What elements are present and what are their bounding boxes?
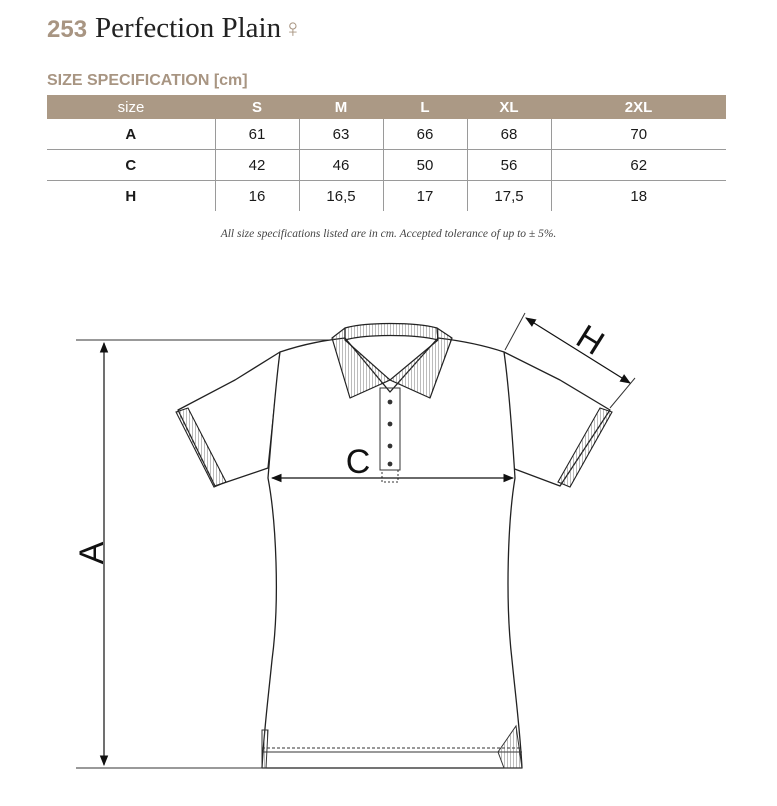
row-label: A: [47, 119, 215, 150]
collar: [332, 324, 452, 399]
shirt-body: [178, 338, 610, 768]
female-symbol-icon: ♀: [283, 14, 303, 43]
product-code: 253: [47, 16, 88, 43]
table-cell: 46: [299, 150, 383, 181]
table-cell: 16,5: [299, 181, 383, 212]
table-cell: 70: [551, 119, 726, 150]
table-cell: 17,5: [467, 181, 551, 212]
column-header: size: [117, 98, 145, 116]
column-header: M: [334, 98, 348, 116]
column-header: XL: [499, 98, 519, 116]
table-cell: 17: [383, 181, 467, 212]
table-cell: 18: [551, 181, 726, 212]
table-cell: 16: [215, 181, 299, 212]
table-cell: 61: [215, 119, 299, 150]
table-cell: 68: [467, 119, 551, 150]
table-cell: 50: [383, 150, 467, 181]
product-name: Perfection Plain: [95, 12, 282, 44]
table-cell: 66: [383, 119, 467, 150]
column-header: S: [251, 98, 262, 116]
column-header: 2XL: [624, 98, 653, 116]
table-cell: 56: [467, 150, 551, 181]
label-h: H: [569, 317, 611, 363]
row-label: H: [125, 187, 137, 205]
label-c: C: [345, 443, 371, 481]
row-label: C: [47, 150, 215, 181]
label-a: A: [73, 541, 111, 565]
table-cell: 62: [551, 150, 726, 181]
column-header: L: [420, 98, 430, 116]
table-cell: 42: [215, 150, 299, 181]
tolerance-note: All size specifications listed are in cm. Accepted tolerance of up to ± 5%.: [220, 228, 557, 240]
table-cell: 63: [299, 119, 383, 150]
size-spec-title: SIZE SPECIFICATION [cm]: [47, 72, 248, 89]
